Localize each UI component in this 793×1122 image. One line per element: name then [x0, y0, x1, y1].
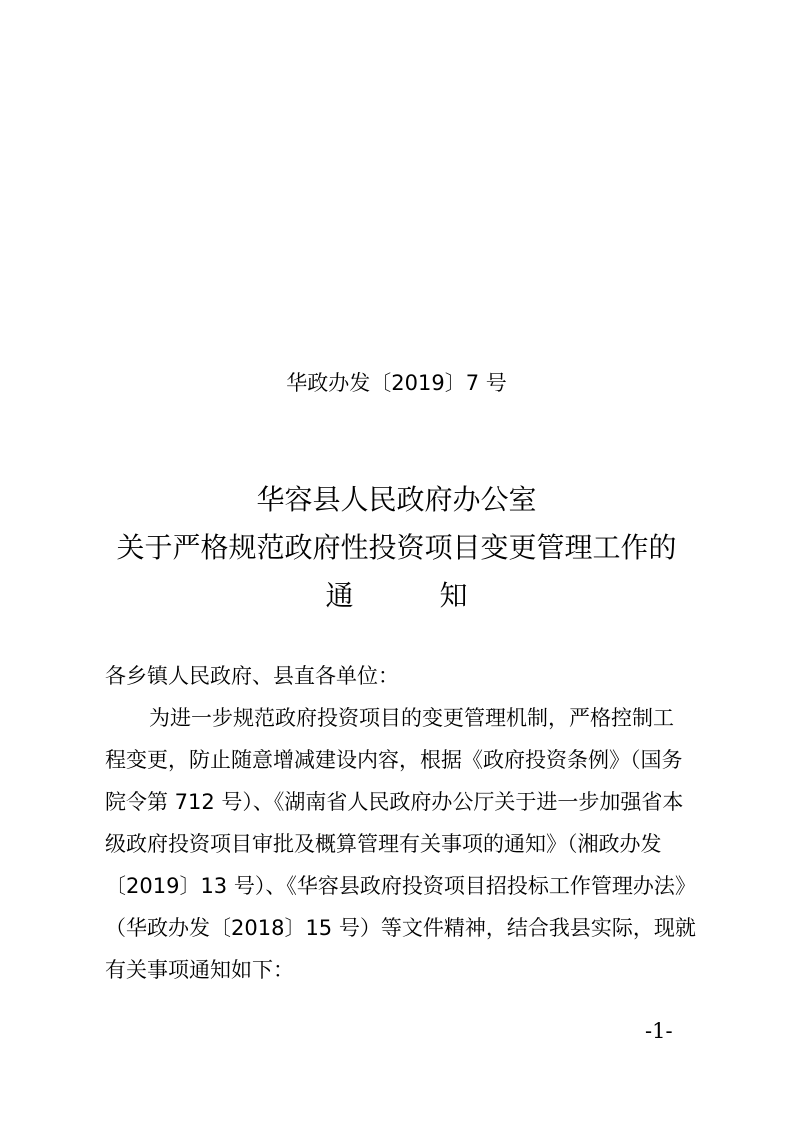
body-line: 〔2019〕13 号）、《华容县政府投资项目招投标工作管理办法》 [105, 874, 696, 898]
document-number: 华政办发〔2019〕7 号 [286, 371, 507, 395]
body-paragraph [105, 703, 695, 997]
body-line: 有关事项通知如下： [105, 958, 294, 982]
page-number: -1- [645, 1019, 673, 1043]
body-line: 程变更，防止随意增减建设内容，根据《政府投资条例》（国务 [105, 748, 683, 772]
title-notice-char-2: 知 [439, 579, 468, 612]
body-line: 级政府投资项目审批及概算管理有关事项的通知》（湘政办发 [105, 832, 662, 856]
body-line: 院令第 712 号）、《湖南省人民政府办公厅关于进一步加强省本 [105, 790, 684, 814]
title-line-notice [0, 572, 793, 620]
title-line-issuer: 华容县人民政府办公室 [256, 483, 537, 516]
body-line: （华政办发〔2018〕15 号）等文件精神，结合我县实际，现就 [105, 916, 696, 940]
title-notice-char-1: 通 [325, 579, 354, 612]
document-title [0, 476, 793, 620]
salutation: 各乡镇人民政府、县直各单位： [105, 664, 399, 688]
title-line-subject: 关于严格规范政府性投资项目变更管理工作的 [116, 531, 677, 564]
body-line: 为进一步规范政府投资项目的变更管理机制，严格控制工 [149, 706, 674, 730]
